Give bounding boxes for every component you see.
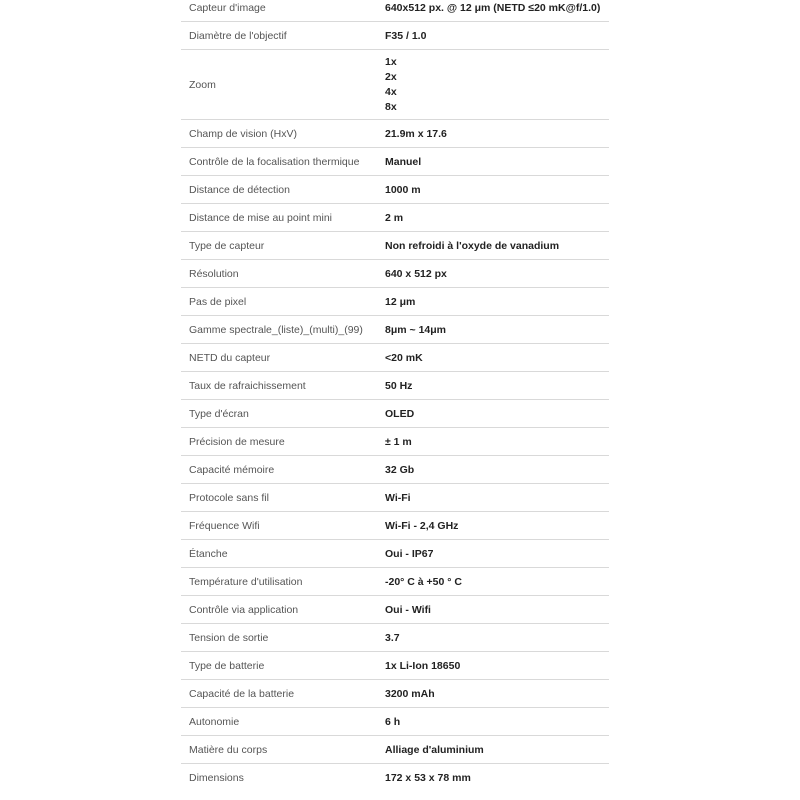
spec-label: Capteur d'image xyxy=(189,1,266,14)
spec-label: Étanche xyxy=(181,540,377,568)
spec-row-wireless-protocol xyxy=(181,484,609,512)
spec-value: 32 Gb xyxy=(377,456,609,484)
spec-value: 21.9m x 17.6 xyxy=(377,120,609,148)
spec-value: Wi-Fi xyxy=(377,484,609,512)
spec-row-sensor-type xyxy=(181,232,609,260)
spec-label: Type d'écran xyxy=(181,400,377,428)
spec-row-dimensions xyxy=(181,764,609,792)
spec-label: Précision de mesure xyxy=(181,428,377,456)
spec-value: 1x Li-Ion 18650 xyxy=(377,652,609,680)
spec-row-zoom xyxy=(181,50,609,120)
spec-row-refresh-rate xyxy=(181,372,609,400)
spec-value: 3200 mAh xyxy=(377,680,609,708)
spec-label: Résolution xyxy=(181,260,377,288)
spec-label: Autonomie xyxy=(181,708,377,736)
spec-label: Température d'utilisation xyxy=(181,568,377,596)
spec-label: Capacité mémoire xyxy=(181,456,377,484)
specifications-table xyxy=(181,0,609,791)
zoom-level: 1x xyxy=(385,55,397,68)
spec-label: Contrôle de la focalisation thermique xyxy=(181,148,377,176)
spec-value-list xyxy=(377,50,609,120)
spec-row-battery-type xyxy=(181,652,609,680)
specifications-body xyxy=(181,0,609,791)
spec-value: 8μm ~ 14μm xyxy=(377,316,609,344)
spec-row-spectral-range xyxy=(181,316,609,344)
spec-value: 640 x 512 px xyxy=(377,260,609,288)
spec-row-battery-life xyxy=(181,708,609,736)
spec-row-battery-capacity xyxy=(181,680,609,708)
spec-row-field-of-view xyxy=(181,120,609,148)
spec-label: Dimensions xyxy=(181,764,377,792)
spec-row-operating-temperature xyxy=(181,568,609,596)
spec-label: Capacité de la batterie xyxy=(181,680,377,708)
spec-value: Alliage d'aluminium xyxy=(377,736,609,764)
spec-row-output-voltage xyxy=(181,624,609,652)
spec-label: Champ de vision (HxV) xyxy=(181,120,377,148)
spec-label: Matière du corps xyxy=(181,736,377,764)
spec-row-min-focus-distance xyxy=(181,204,609,232)
spec-row-netd xyxy=(181,344,609,372)
spec-label: Fréquence Wifi xyxy=(181,512,377,540)
spec-row-app-control xyxy=(181,596,609,624)
spec-value: Wi-Fi - 2,4 GHz xyxy=(377,512,609,540)
spec-label: Contrôle via application xyxy=(181,596,377,624)
spec-label: Type de capteur xyxy=(181,232,377,260)
spec-value: 6 h xyxy=(377,708,609,736)
spec-row-detection-distance xyxy=(181,176,609,204)
spec-value: 50 Hz xyxy=(377,372,609,400)
spec-row-waterproof xyxy=(181,540,609,568)
spec-row-pixel-pitch xyxy=(181,288,609,316)
spec-value: 172 x 53 x 78 mm xyxy=(377,764,609,792)
spec-value: Oui - Wifi xyxy=(377,596,609,624)
spec-value: 12 μm xyxy=(377,288,609,316)
spec-label: Diamètre de l'objectif xyxy=(181,22,377,50)
spec-value: 3.7 xyxy=(377,624,609,652)
spec-label: Gamme spectrale_(liste)_(multi)_(99) xyxy=(181,316,377,344)
spec-row-image-sensor xyxy=(181,0,609,22)
spec-value: 1000 m xyxy=(377,176,609,204)
spec-row-body-material xyxy=(181,736,609,764)
spec-label: Taux de rafraichissement xyxy=(181,372,377,400)
spec-row-screen-type xyxy=(181,400,609,428)
zoom-level: 8x xyxy=(385,100,397,113)
spec-label: Protocole sans fil xyxy=(181,484,377,512)
spec-label: Distance de mise au point mini xyxy=(181,204,377,232)
spec-label: Distance de détection xyxy=(181,176,377,204)
spec-value: Non refroidi à l'oxyde de vanadium xyxy=(377,232,609,260)
spec-value: 2 m xyxy=(377,204,609,232)
zoom-level: 2x xyxy=(385,70,397,83)
spec-label: Pas de pixel xyxy=(181,288,377,316)
spec-row-resolution xyxy=(181,260,609,288)
spec-value: OLED xyxy=(377,400,609,428)
zoom-level: 4x xyxy=(385,85,397,98)
spec-value: Manuel xyxy=(377,148,609,176)
spec-row-thermal-focus xyxy=(181,148,609,176)
spec-value: Oui - IP67 xyxy=(377,540,609,568)
spec-label: Tension de sortie xyxy=(181,624,377,652)
spec-row-measurement-accuracy xyxy=(181,428,609,456)
spec-row-wifi-frequency xyxy=(181,512,609,540)
spec-value: ± 1 m xyxy=(377,428,609,456)
spec-value: 640x512 px. @ 12 μm (NETD ≤20 mK@f/1.0) xyxy=(385,1,601,14)
spec-label: NETD du capteur xyxy=(181,344,377,372)
spec-row-memory-capacity xyxy=(181,456,609,484)
spec-value: <20 mK xyxy=(377,344,609,372)
spec-row-lens-diameter xyxy=(181,22,609,50)
spec-label: Type de batterie xyxy=(181,652,377,680)
spec-value: -20° C à +50 ° C xyxy=(377,568,609,596)
spec-value: F35 / 1.0 xyxy=(377,22,609,50)
spec-label: Zoom xyxy=(181,50,377,120)
